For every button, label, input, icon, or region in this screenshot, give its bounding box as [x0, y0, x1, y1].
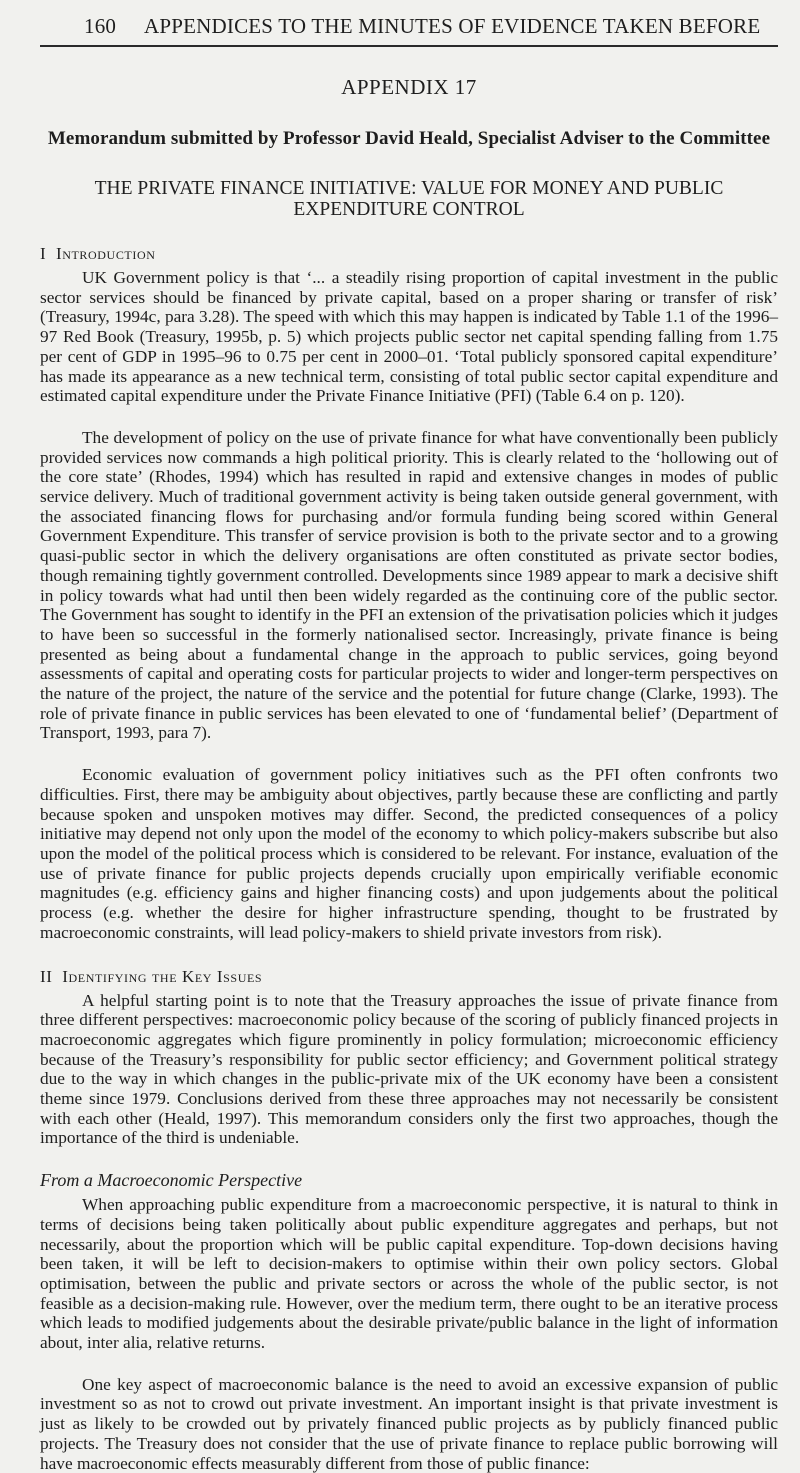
paragraph: Economic evaluation of government policy initiatives such as the PFI often confronts two difficulties. First, there may be ambiguity about objectives, partly because these are conflicting and partly because spoken and unspoken motives may differ. Second, the predicted consequences of a policy initiative may depend not only upon the model of the economy to which policy-makers subscribe but also upon the model of the political process which is considered to be relevant. For instance, evaluation of the use of private finance for public projects depends crucially upon empirically verifiable economic magnitudes (e.g. efficiency gains and higher financing costs) and upon judgements about the political process (e.g. whether the desire for higher infrastructure spending, thought to be frustrated by macroeconomic constraints, will lead policy-makers to shield private investors from risk).	[40, 765, 778, 942]
appendix-heading: APPENDIX 17	[341, 75, 477, 99]
section-numeral: I	[40, 244, 47, 263]
paragraph: UK Government policy is that ‘... a steadily rising proportion of capital investment in the public sector services should be financed by private capital, based on a proper sharing or transfer of risk’ (Treasury, 1994c, para 3.28). The speed with which this may happen is indicated by Table 1.1 of the 1996–97 Red Book (Treasury, 1995b, p. 5) which projects public sector net capital spending falling from 1.75 per cent of GDP in 1995–96 to 0.75 per cent in 2000–01. ‘Total publicly sponsored capital expenditure’ has made its appearance as a new technical term, consisting of total public sector capital expenditure and estimated capital expenditure under the Private Finance Initiative (PFI) (Table 6.4 on p. 120).	[40, 268, 778, 406]
memorandum-line: Memorandum submitted by Professor David Heald, Specialist Adviser to the Committee	[47, 128, 771, 149]
paragraph: When approaching public expenditure from a macroeconomic perspective, it is natural to think in terms of decisions being taken politically about public expenditure aggregates and perhaps, but not necessarily, about the proportion which will be public capital expenditure. Top-down decisions having been taken, it will be left to decision-makers to optimise within their own policy sectors. Global optimisation, between the public and private sectors or across the whole of the public sector, is not feasible as a decision-making rule. However, over the medium term, there ought to be an iterative process which leads to modified judgements about the desirable private/public balance in the light of information about, inter alia, relative returns.	[40, 1195, 778, 1353]
section-title: Identifying the Key Issues	[62, 966, 263, 986]
section-numeral: II	[40, 966, 53, 986]
document-title: THE PRIVATE FINANCE INITIATIVE: VALUE FOR MONEY AND PUBLIC EXPENDITURE CONTROL	[94, 178, 724, 220]
section-heading-introduction	[40, 244, 778, 264]
running-header	[40, 14, 778, 47]
subsection-heading-macroeconomic: From a Macroeconomic Perspective	[40, 1170, 303, 1191]
section-title: Introduction	[55, 244, 156, 263]
paragraph: The development of policy on the use of private finance for what have conventionally been publicly provided services now commands a high political priority. This is clearly related to the ‘hollowing out of the core state’ (Rhodes, 1994) which has resulted in rapid and extensive changes in modes of public service delivery. Much of traditional government activity is being taken outside general government, with the associated financing flows for purchasing and/or formula funding being scored within General Government Expenditure. This transfer of service provision is both to the private sector and to a growing quasi-public sector in which the delivery organisations are often constituted as private sector bodies, though remaining tightly government controlled. Developments since 1989 appear to mark a decisive shift in policy towards what had until then been widely regarded as the continuing core of the public sector. The Government has sought to identify in the PFI an extension of the privatisation policies which it judges to have been so successful in the formerly nationalised sector. Increasingly, private finance is being presented as being about a fundamental change in the approach to public services, going beyond assessments of capital and operating costs for particular projects to wider and longer-term perspectives on the nature of the project, the nature of the service and the potential for future change (Clarke, 1993). The role of private finance in public services has been elevated to one of ‘fundamental belief’ (Department of Transport, 1993, para 7).	[40, 427, 778, 743]
paragraph: One key aspect of macroeconomic balance is the need to avoid an excessive expansion of public investment so as not to crowd out private investment. An important insight is that private investment is just as likely to be crowded out by privately financed public projects as by publicly financed public projects. The Treasury does not consider that the use of private finance to replace public borrowing will have macroeconomic effects measurably different from those of public finance:	[40, 1374, 778, 1473]
page-number: 160	[84, 14, 117, 38]
section-heading-key-issues	[40, 967, 778, 987]
paragraph: A helpful starting point is to note that the Treasury approaches the issue of private finance from three different perspectives: macroeconomic policy because of the scoring of publicly financed projects in macroeconomic aggregates which figure prominently in policy formulation; microeconomic efficiency because of the Treasury’s responsibility for public sector efficiency; and Government political strategy due to the way in which changes in the public-private mix of the UK economy have been a consistent theme since 1979. Conclusions derived from these three approaches may not necessarily be consistent with each other (Heald, 1997). This memorandum considers only the first two approaches, though the importance of the third is undeniable.	[40, 990, 778, 1148]
running-title: APPENDICES TO THE MINUTES OF EVIDENCE TAKEN BEFORE	[144, 14, 761, 38]
